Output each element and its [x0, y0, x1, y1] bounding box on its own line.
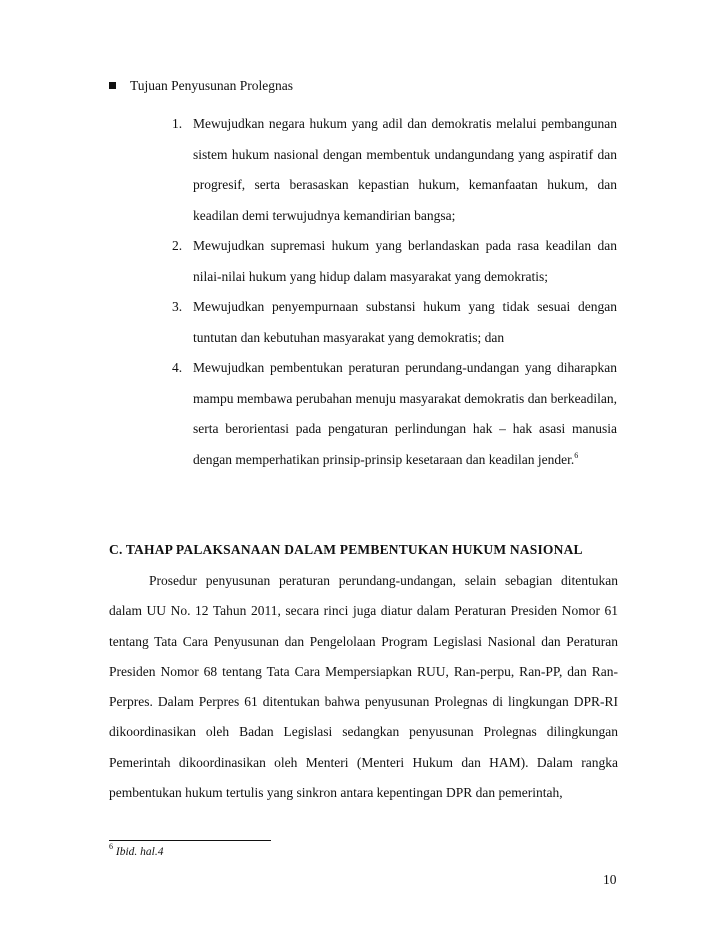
list-item-number: 4. — [172, 360, 183, 375]
page-number: 10 — [603, 872, 617, 887]
list-item-text: Mewujudkan pembentukan peraturan perundang-undangan yang diharapkan mampu membawa perubahan menuju masyarakat demokratis dan berkeadilan, serta berorientasi pada pengaturan perlindungan hak – hak asasi manusia dengan memperhatikan prinsip-prinsip kesetaraan dan keadilan jender. — [193, 360, 617, 467]
objectives-list — [172, 109, 617, 475]
footnote-text: Ibid. hal.4 — [115, 846, 164, 858]
list-item-number: 1. — [172, 116, 183, 131]
footnote-divider — [109, 840, 271, 841]
section-heading: C. TAHAP PALAKSANAAN DALAM PEMBENTUKAN HUKUM NASIONAL — [109, 542, 583, 557]
bullet-heading-text: Tujuan Penyusunan Prolegnas — [130, 78, 294, 93]
list-item — [172, 109, 617, 231]
list-item — [172, 231, 617, 292]
list-item-number: 3. — [172, 299, 183, 314]
list-item-text: Mewujudkan supremasi hukum yang berlandaskan pada rasa keadilan dan nilai-nilai hukum yang hidup dalam masyarakat yang demokratis; — [193, 238, 617, 284]
footnote-reference[interactable]: 6 — [574, 450, 579, 460]
footnote — [109, 842, 164, 858]
list-item-text: Mewujudkan penyempurnaan substansi hukum yang tidak sesuai dengan tuntutan dan kebutuhan masyarakat yang demokratis; dan — [193, 299, 617, 345]
footnote-number: 6 — [109, 842, 113, 851]
list-item — [172, 292, 617, 353]
list-item-text: Mewujudkan negara hukum yang adil dan demokratis melalui pembangunan sistem hukum nasional dengan membentuk undangundang yang aspiratif dan progresif, serta berasaskan kepastian hukum, kemanfaatan hukum, dan keadilan demi terwujudnya kemandirian bangsa; — [193, 116, 617, 223]
body-paragraph: Prosedur penyusunan peraturan perundang-undangan, selain sebagian ditentukan dalam UU No. 12 Tahun 2011, secara rinci juga diatur dalam Peraturan Presiden Nomor 61 tentang Tata Cara Penyusunan dan Pengelolaan Program Legislasi Nasional dan Peraturan Presiden Nomor 68 tentang Tata Cara Mempersiapkan RUU, Ran-perpu, Ran-PP, dan Ran-Perpres. Dalam Perpres 61 ditentukan bahwa penyusunan Prolegnas di lingkungan DPR-RI dikoordinasikan oleh Badan Legislasi sedangkan penyusunan Prolegnas dilingkungan Pemerintah dikoordinasikan oleh Menteri (Menteri Hukum dan HAM). Dalam rangka pembentukan hukum tertulis yang sinkron antara kepentingan DPR dan pemerintah, — [109, 573, 618, 801]
list-item — [172, 353, 617, 475]
bullet-heading — [109, 78, 293, 94]
square-bullet-icon — [109, 82, 116, 89]
list-item-number: 2. — [172, 238, 183, 253]
